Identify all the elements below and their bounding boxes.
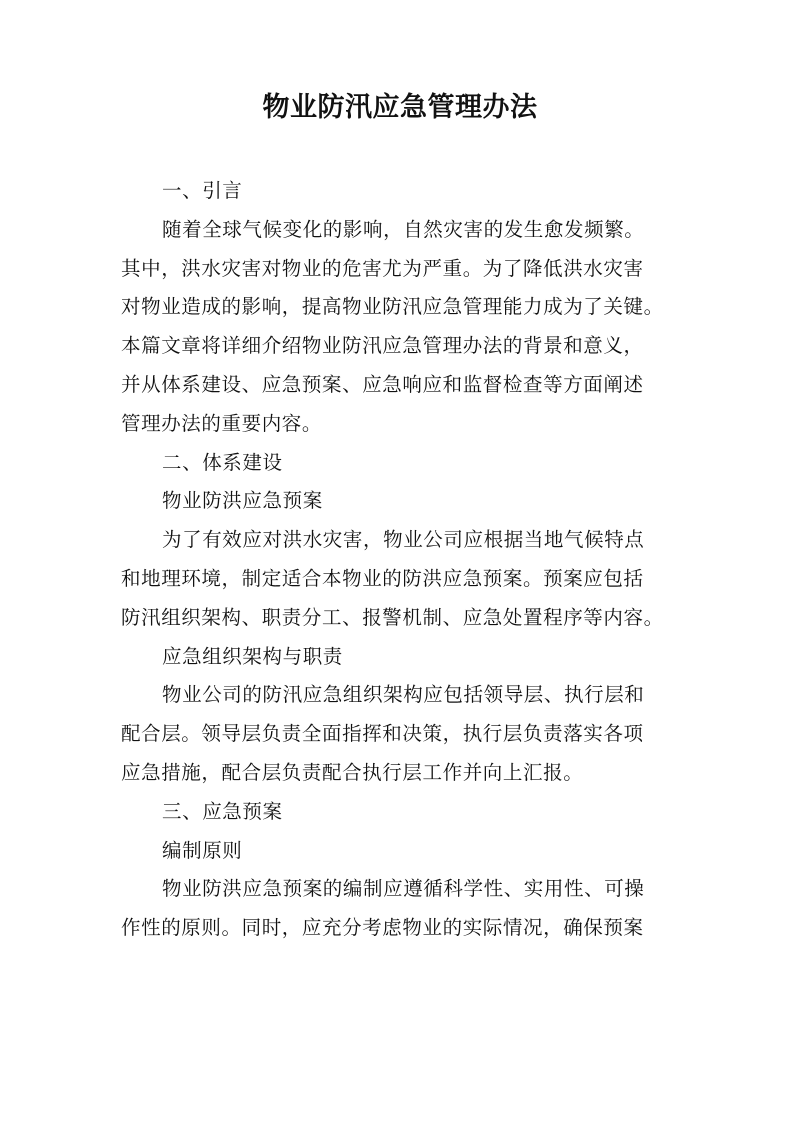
subheading-principles: 编制原则 bbox=[162, 838, 243, 862]
paragraph-line: 并从体系建设、应急预案、应急响应和监督检查等方面阐述 bbox=[121, 372, 644, 396]
paragraph-line: 管理办法的重要内容。 bbox=[121, 411, 323, 435]
paragraph-line: 物业公司的防汛应急组织架构应包括领导层、执行层和 bbox=[162, 683, 645, 707]
paragraph-line: 为了有效应对洪水灾害，物业公司应根据当地气候特点 bbox=[162, 528, 645, 552]
subheading-flood-plan: 物业防洪应急预案 bbox=[162, 489, 323, 513]
section-heading-system-construction: 二、体系建设 bbox=[162, 450, 283, 474]
paragraph-line: 应急措施，配合层负责配合执行层工作并向上汇报。 bbox=[121, 760, 584, 784]
document-body bbox=[121, 172, 681, 948]
subheading-organization: 应急组织架构与职责 bbox=[162, 644, 343, 668]
paragraph-line: 本篇文章将详细介绍物业防汛应急管理办法的背景和意义， bbox=[121, 334, 644, 358]
paragraph-line: 和地理环境，制定适合本物业的防洪应急预案。预案应包括 bbox=[121, 566, 644, 590]
section-heading-introduction: 一、引言 bbox=[162, 179, 243, 202]
paragraph-line: 其中，洪水灾害对物业的危害尤为严重。为了降低洪水灾害 bbox=[121, 256, 644, 280]
paragraph-line: 随着全球气候变化的影响，自然灾害的发生愈发频繁。 bbox=[162, 217, 645, 241]
paragraph-line: 物业防洪应急预案的编制应遵循科学性、实用性、可操 bbox=[162, 877, 645, 901]
paragraph-line: 防汛组织架构、职责分工、报警机制、应急处置程序等内容。 bbox=[121, 605, 664, 629]
paragraph-line: 作性的原则。同时，应充分考虑物业的实际情况，确保预案 bbox=[121, 916, 644, 940]
document-title: 物业防汛应急管理办法 bbox=[262, 92, 538, 123]
paragraph-line: 对物业造成的影响，提高物业防汛应急管理能力成为了关键。 bbox=[121, 295, 664, 319]
section-heading-emergency-plan: 三、应急预案 bbox=[162, 799, 283, 823]
paragraph-line: 配合层。领导层负责全面指挥和决策，执行层负责落实各项 bbox=[121, 722, 644, 746]
